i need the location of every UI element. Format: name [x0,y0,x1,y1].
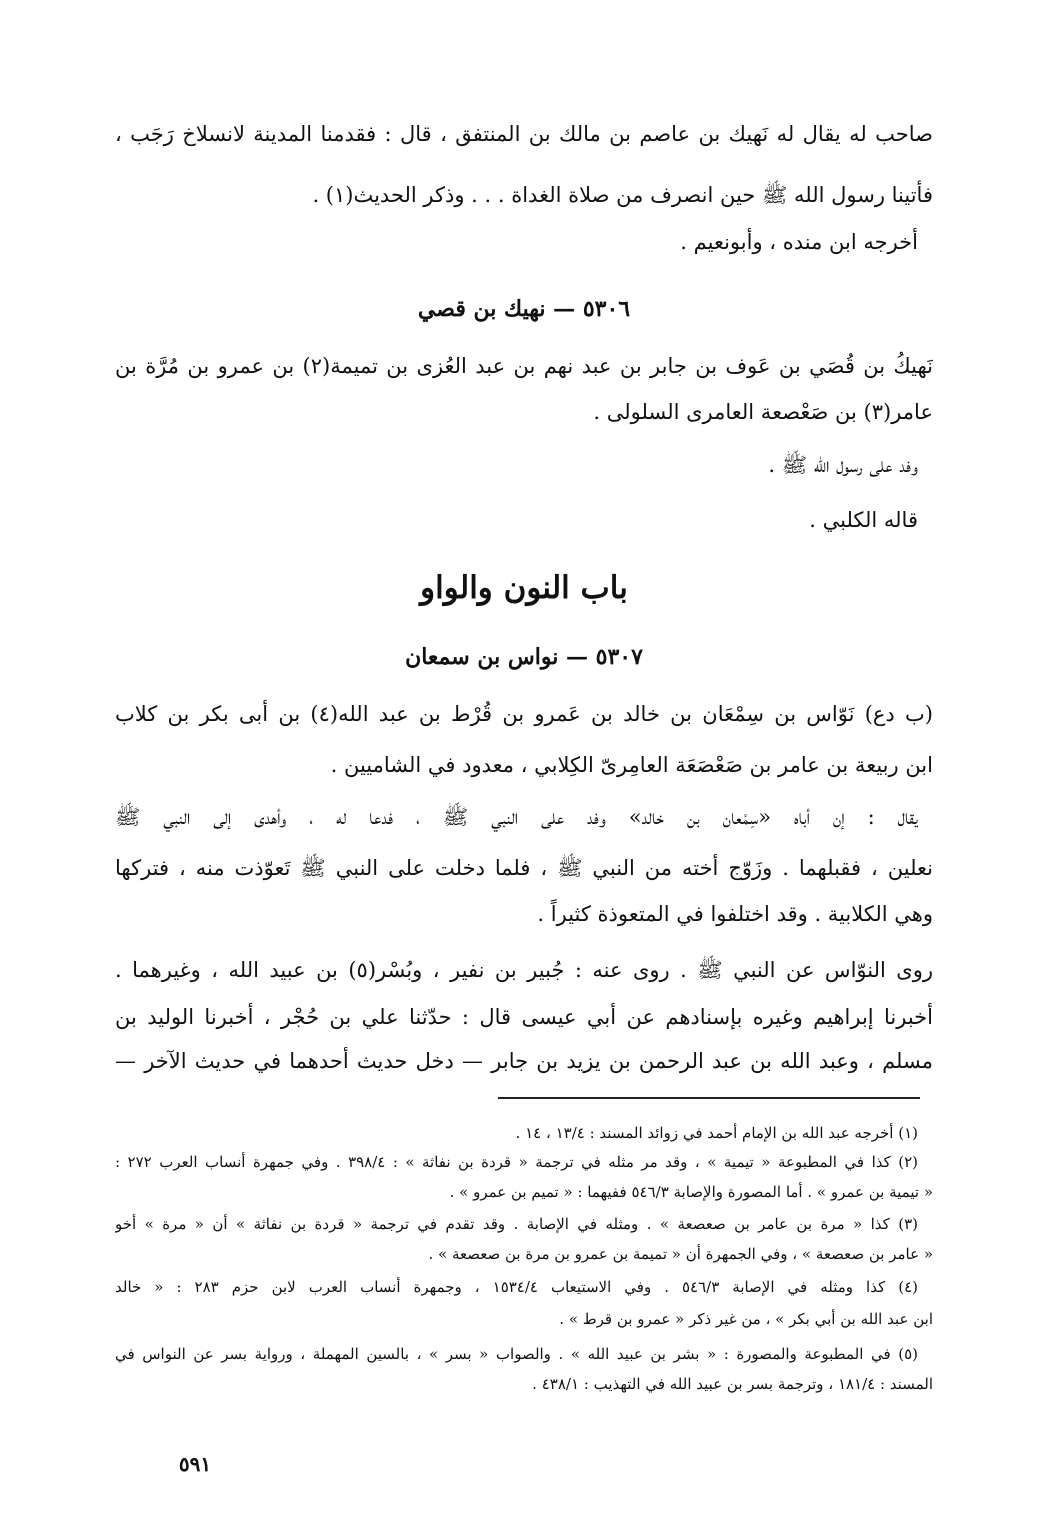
chapter-title: باب النون والواو [420,570,628,606]
body-line-1: صاحب له يقال له نَهيك بن عاصم بن مالك بن المنتفق ، قال : فقدمنا المدينة لانسلاخ رَجَب ، [115,122,933,146]
footnote-2b: « تيمية بن عمرو » . أما المصورة والإصابة ٥٤٦/٣ ففيهما : « تميم بن عمرو » . [449,1183,933,1201]
footnote-5b: المسند : ١٨١/٤ ، وترجمة بسر بن عبيد الله في التهذيب : ٤٣٨/١ . [532,1375,933,1393]
footnote-4b: ابن عبد الله بن أبي بكر » ، من غير ذكر « عمرو بن قرط » . [559,1310,933,1328]
entry-5307-line-5: وهي الكلابية . وقد اختلفوا في المتعوذة كثيراً . [537,902,933,926]
entry-5307-line-8: مسلم ، وعبد الله بن عبد الرحمن بن يزيد بن جابر — دخل حديث أحدهما في حديث الآخر — [115,1049,933,1073]
entry-5306-line-1: نَهيكُ بن قُصَي بن عَوف بن جابر بن عبد نهم بن عبد العُزى بن تميمة(٢) بن عمرو بن مُرَّة بن [115,354,933,378]
entry-5307-line-1: (ب دع) نَوّاس بن سِمْعَان بن خالد بن عَمرو بن قُرْط بن عبد الله(٤) بن أبى بكر بن كلاب [115,702,933,726]
body-line-3: أخرجه ابن منده ، وأبونعيم . [680,230,918,254]
entry-5307-line-3: يقال : إن أباه «سِمْعان بن خالد» وفد على النبي ﷺ ، فدعا له ، وأهدى إلى النبي ﷺ [115,805,918,829]
footnote-separator [498,1097,920,1099]
footnote-3b: « عامر بن صعصعة » ، وفي الجمهرة أن « تميمة بن عمرو بن مرة بن صعصعة » . [428,1245,933,1263]
footnote-3a: (٣) كذا « مرة بن عامر بن صعصعة » . ومثله في الإصابة . وقد تقدم في ترجمة « قردة بن نفاثة » أن « مرة » أخو [115,1215,918,1233]
entry-5306-line-3: وفد على رسول الله ﷺ . [768,453,918,477]
body-line-2: فأتينا رسول الله ﷺ حين انصرف من صلاة الغداة . . . وذكر الحديث(١) . [312,183,933,207]
footnote-2a: (٢) كذا في المطبوعة « تيمية » ، وقد مر مثله في ترجمة « قردة بن نفاثة » : ٣٩٨/٤ . وفي جمهرة أنساب العرب ٢٧٢ : [115,1153,918,1171]
footnote-4a: (٤) كذا ومثله في الإصابة ٥٤٦/٣ . وفي الاستيعاب ١٥٣٤/٤ ، وجمهرة أنساب العرب لابن حزم ٢٨٣ : « خالد [115,1278,918,1296]
entry-5307-title: ٥٣٠٧ — نواس بن سمعان [405,644,643,670]
footnote-5a: (٥) في المطبوعة والمصورة : « بشر بن عبيد الله » . والصواب « بسر » ، بالسين المهملة ، ورواية بسر عن النواس في [115,1345,918,1363]
entry-5307-line-4: نعلين ، فقبلهما . وزَوّج أخته من النبي ﷺ ، فلما دخلت على النبي ﷺ تَعوّذت منه ، فتركها [115,856,933,880]
entry-5306-line-4: قاله الكلبي . [809,508,918,532]
entry-5307-line-6: روى النوّاس عن النبي ﷺ . روى عنه : جُبير بن نفير ، وبُسْر(٥) بن عبيد الله ، وغيرهما . [115,958,933,982]
entry-5307-line-2: ابن ربيعة بن عامر بن صَعْصَعَة العامِرىّ الكِلابي ، معدود في الشاميين . [330,753,933,777]
entry-5306-line-2: عامر(٣) بن صَعْصعة العامرى السلولى . [593,400,933,424]
entry-5307-line-7: أخبرنا إبراهيم وغيره بإسنادهم عن أبي عيسى قال : حدّثنا علي بن حُجْر ، أخبرنا الوليد بن [115,1005,933,1029]
page-number: ٥٩١ [178,1452,212,1476]
entry-5306-title: ٥٣٠٦ — نهيك بن قصي [417,296,631,322]
footnote-1: (١) أخرجه عبد الله بن الإمام أحمد في زوائد المسند : ١٣/٤ ، ١٤ . [515,1124,918,1142]
